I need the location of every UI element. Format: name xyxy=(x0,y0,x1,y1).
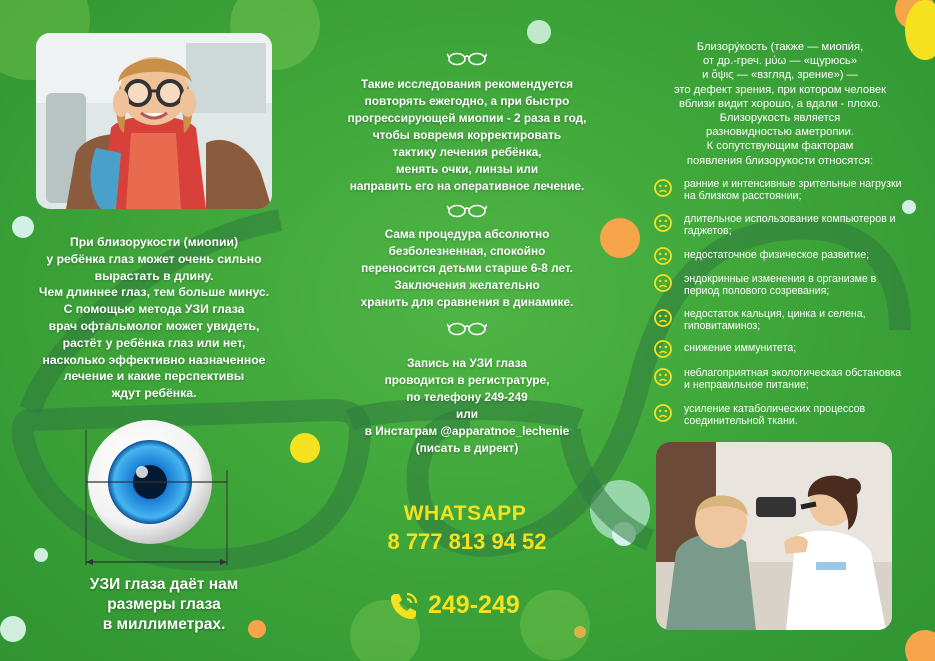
clinic-phone-number[interactable]: 249-249 xyxy=(428,591,520,619)
text-line: и ὄψις — «взгляд, зрение») — xyxy=(702,69,858,82)
text-line: хранить для сравнения в динамике. xyxy=(360,295,574,309)
instagram-handle[interactable]: в Инстаграм @apparatnoe_lechenie xyxy=(364,424,570,438)
text-line: вблизи видит хорошо, а вдали - плохо. xyxy=(679,97,881,110)
text-line: (писать в директ) xyxy=(415,441,519,455)
text-line: насколько эффективно назначенное xyxy=(42,352,266,367)
factor-text: недостаток кальция, цинка и селена, гиповитаминоз; xyxy=(684,308,866,333)
text-line: врач офтальмолог может увидеть, xyxy=(48,318,260,333)
sad-face-icon xyxy=(654,179,672,197)
caption-line: в миллиметрах. xyxy=(102,616,226,633)
text-line: повторять ежегодно, а при быстро xyxy=(364,94,570,108)
factor-text: длительное использование компьютеров и гаджетов; xyxy=(684,213,896,238)
text-line: это дефект зрения, при котором человек xyxy=(673,83,887,96)
text-line: Близору́кость (также — миопи́я, xyxy=(696,41,864,53)
exam-frequency-text xyxy=(322,76,612,195)
text-line: ждут ребёнка. xyxy=(111,386,197,401)
text-line: менять очки, линзы или xyxy=(395,162,539,176)
factor-text: усиление катаболических процессов соединительной ткани. xyxy=(684,403,866,428)
myopia-definition-text xyxy=(650,40,910,168)
appointment-info-text xyxy=(322,355,612,457)
factor-text: недостаточное физическое развитие; xyxy=(684,249,870,261)
phone-icon xyxy=(388,590,420,622)
factor-text: ранние и интенсивные зрительные нагрузки на близком расстоянии; xyxy=(684,178,902,203)
text-line: Чем длиннее глаз, тем больше минус. xyxy=(38,285,270,300)
text-line: С помощью метода УЗИ глаза xyxy=(63,302,245,317)
text-line: переносится детьми старше 6-8 лет. xyxy=(361,261,573,275)
text-line: Такие исследования рекомендуется xyxy=(360,77,574,91)
sad-face-icon xyxy=(654,274,672,292)
sad-face-icon xyxy=(654,309,672,327)
caption-line: размеры глаза xyxy=(107,596,221,613)
text-line: Запись на УЗИ глаза xyxy=(407,356,527,370)
glasses-icon xyxy=(447,50,487,66)
text-line: появления близорукости относятся: xyxy=(686,154,874,167)
text-line: прогрессирующей миопии - 2 раза в год, xyxy=(347,111,587,125)
text-line: К сопутствующим факторам xyxy=(706,140,854,153)
text-line: разновидностью аметропии. xyxy=(705,126,854,139)
text-line: проводится в регистратуре, xyxy=(384,373,550,387)
glasses-icon xyxy=(447,202,487,218)
text-line: или xyxy=(456,407,478,421)
sad-face-icon xyxy=(654,340,672,358)
factor-text: эндокринные изменения в организме в период полового созревания; xyxy=(684,273,877,298)
text-line: чтобы вовремя корректировать xyxy=(372,128,562,142)
doctor-exam-photo xyxy=(656,442,892,630)
text-line: Заключения желательно xyxy=(394,278,540,292)
child-glasses-photo xyxy=(36,33,272,209)
procedure-painless-text xyxy=(322,226,612,311)
glasses-icon xyxy=(447,320,487,336)
text-line: у ребёнка глаз может очень сильно xyxy=(46,251,262,266)
caption-line: УЗИ глаза даёт нам xyxy=(89,576,239,593)
sad-face-icon xyxy=(654,368,672,386)
whatsapp-phone-number[interactable]: 8 777 813 94 52 xyxy=(387,529,547,554)
factor-text: снижение иммунитета; xyxy=(684,342,797,354)
text-line: вырастать в длину. xyxy=(94,268,214,283)
text-line: безболезненная, спокойно xyxy=(388,244,546,258)
factor-text: неблагоприятная экологическая обстановка и неправильное питание; xyxy=(684,367,902,392)
sad-face-icon xyxy=(654,247,672,265)
myopia-eye-growth-paragraph xyxy=(20,234,288,402)
eyeball-measurement-illustration xyxy=(82,410,252,570)
text-line: по телефону 249-249 xyxy=(406,390,528,404)
text-line: тактику лечения ребёнка, xyxy=(392,145,542,159)
sad-face-icon xyxy=(654,404,672,422)
whatsapp-label: WHATSAPP xyxy=(403,502,527,525)
text-line: Сама процедура абсолютно xyxy=(384,227,550,241)
text-line: Близорукость является xyxy=(719,112,841,125)
sad-face-icon xyxy=(654,214,672,232)
text-line: лечение и какие перспективы xyxy=(63,369,245,384)
eye-ultrasound-caption xyxy=(64,575,264,635)
text-line: При близорукости (миопии) xyxy=(69,235,239,249)
text-line: направить его на оперативное лечение. xyxy=(349,179,585,193)
text-line: растёт у ребёнка глаз или нет, xyxy=(62,335,246,350)
text-line: от др.-греч. μύω — «щурюсь» xyxy=(703,55,857,68)
